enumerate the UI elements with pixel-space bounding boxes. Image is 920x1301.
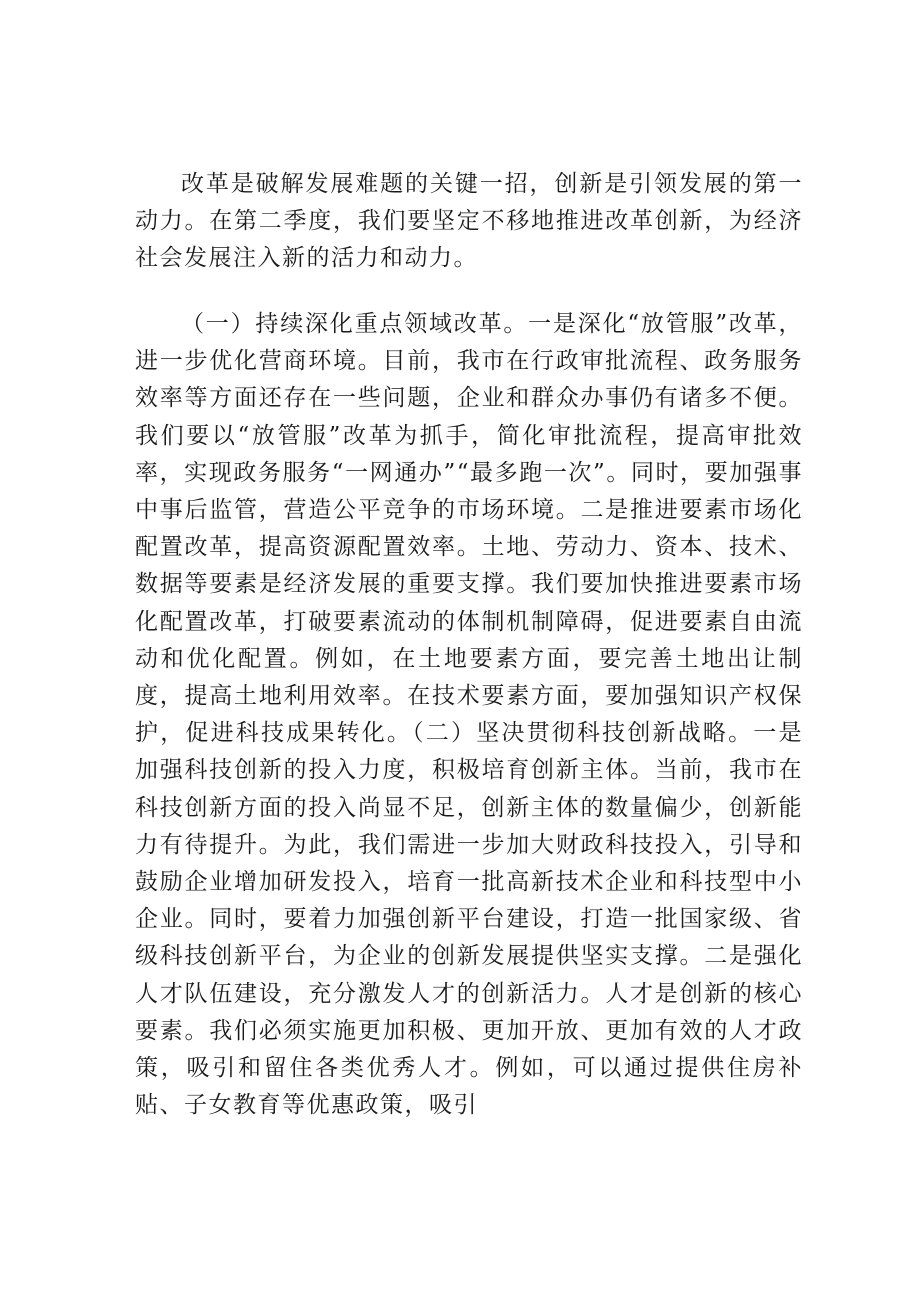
paragraph-body: （一）持续深化重点领域改革。一是深化“放管服”改革，进一步优化营商环境。目前，我市在行政审批流程、政务服务效率等方面还存在一些问题，企业和群众办事仍有诸多不便。我们要以“放管服”改革为抓手，简化审批流程，提高审批效率，实现政务服务“一网通办”“最多跑一次”。同时，要加强事中事后监管，营造公平竞争的市场环境。二是推进要素市场化配置改革，提高资源配置效率。土地、劳动力、资本、技术、数据等要素是经济发展的重要支撑。我们要加快推进要素市场化配置改革，打破要素流动的体制机制障碍，促进要素自由流动和优化配置。例如，在土地要素方面，要完善土地出让制度，提高土地利用效率。在技术要素方面，要加强知识产权保护，促进科技成果转化。（二）坚决贯彻科技创新战略。一是加强科技创新的投入力度，积极培育创新主体。当前，我市在科技创新方面的投入尚显不足，创新主体的数量偏少，创新能力有待提升。为此，我们需进一步加大财政科技投入，引导和鼓励企业增加研发投入，培育一批高新技术企业和科技型中小企业。同时，要着力加强创新平台建设，打造一批国家级、省级科技创新平台，为企业的创新发展提供坚实支撑。二是强化人才队伍建设，充分激发人才的创新活力。人才是创新的核心要素。我们必须实施更加积极、更加开放、更加有效的人才政策，吸引和留住各类优秀人才。例如，可以通过提供住房补贴、子女教育等优惠政策，吸引	[135, 311, 803, 1119]
paragraph-intro: 改革是破解发展难题的关键一招，创新是引领发展的第一动力。在第二季度，我们要坚定不移地推进改革创新，为经济社会发展注入新的活力和动力。	[135, 171, 803, 272]
